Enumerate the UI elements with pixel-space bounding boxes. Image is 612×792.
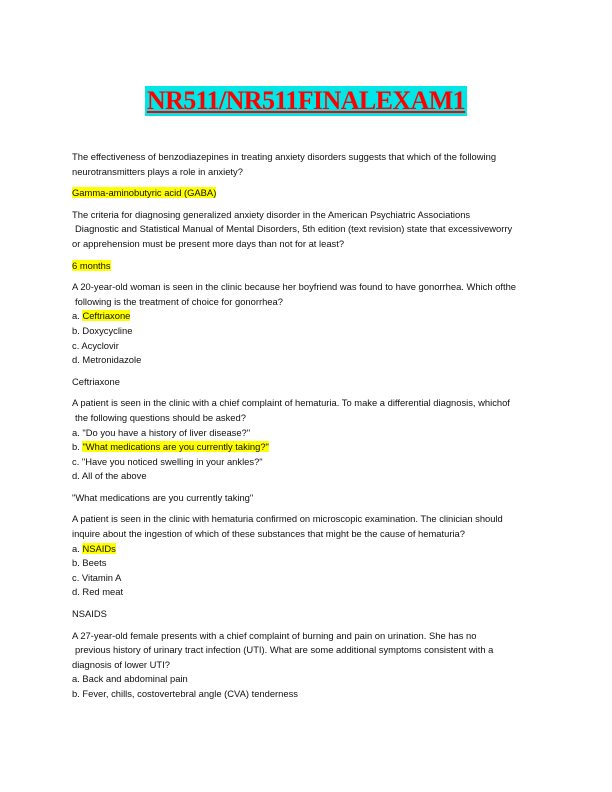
q3-line-2: following is the treatment of choice for gonorrhea? (75, 295, 283, 307)
q3-option-b: b. Doxycycline (72, 324, 133, 336)
q3-option-a (72, 309, 542, 324)
q4-option-d: d. All of the above (72, 470, 147, 482)
q4-option-c: c. "Have you noticed swelling in your ankles?" (72, 455, 263, 467)
q6-line-1: A 27-year-old female presents with a chief complaint of burning and pain on urination. She has no (72, 629, 477, 641)
document-title: NR511/NR511FINALEXAM1 (146, 86, 466, 115)
q4-option-a: a. "Do you have a history of liver disease?" (72, 426, 251, 438)
q2-line-3: or apprehension must be present more days than not for at least? (72, 237, 345, 249)
q6-option-b: b. Fever, chills, costovertebral angle (CVA) tenderness (72, 688, 298, 699)
q5-option-a-text: NSAIDs (82, 542, 116, 554)
q2-answer: 6 months (72, 259, 111, 271)
q1-answer: Gamma-aminobutyric acid (GABA) (72, 187, 217, 199)
q3-option-c: c. Acyclovir (72, 339, 119, 351)
q5-option-c: c. Vitamin A (72, 571, 122, 583)
q3-option-d: d. Metronidazole (72, 354, 142, 366)
q4-line-1: A patient is seen in the clinic with a chief complaint of hematuria. To make a differential diagnosis, whichof (72, 397, 510, 409)
title-container (0, 86, 612, 116)
q5-answer: NSAIDS (72, 608, 107, 620)
q5-option-b: b. Beets (72, 557, 107, 569)
q2-line-1: The criteria for diagnosing generalized anxiety disorder in the American Psychiatric Associations (72, 208, 471, 220)
q4-answer: "What medications are you currently taking" (72, 491, 254, 503)
q5-line-1: A patient is seen in the clinic with hematuria confirmed on microscopic examination. The clinician should (72, 513, 503, 525)
document-body (72, 150, 542, 702)
q6-line-3: diagnosis of lower UTI? (72, 658, 170, 670)
q2-line-2: Diagnostic and Statistical Manual of Mental Disorders, 5th edition (text revision) state that excessiveworry (75, 223, 513, 235)
q3-option-a-prefix: a. (72, 310, 83, 322)
q3-line-1: A 20-year-old woman is seen in the clinic because her boyfriend was found to have gonorrhea. Which ofthe (72, 281, 517, 293)
q1-line-1: The effectiveness of benzodiazepines in treating anxiety disorders suggests that which of the following (72, 151, 497, 162)
q3-option-a-text: Ceftriaxone (82, 310, 131, 322)
q5-option-d: d. Red meat (72, 586, 124, 598)
q5-option-a (72, 542, 542, 557)
q3-answer: Ceftriaxone (72, 375, 120, 387)
q6-option-a: a. Back and abdominal pain (72, 673, 188, 685)
q4-option-b-text: "What medications are you currently taking?" (82, 441, 269, 453)
q1-line-2: neurotransmitters plays a role in anxiety? (72, 165, 243, 177)
q4-line-2: the following questions should be asked? (75, 411, 246, 423)
q5-line-2: inquire about the ingestion of which of these substances that might be the cause of hematuria? (72, 528, 465, 540)
q4-option-b (72, 440, 542, 455)
q4-option-b-prefix: b. (72, 441, 83, 453)
q5-option-a-prefix: a. (72, 542, 83, 554)
q6-line-2: previous history of urinary tract infection (UTI). What are some additional symptoms consistent with a (75, 644, 494, 656)
